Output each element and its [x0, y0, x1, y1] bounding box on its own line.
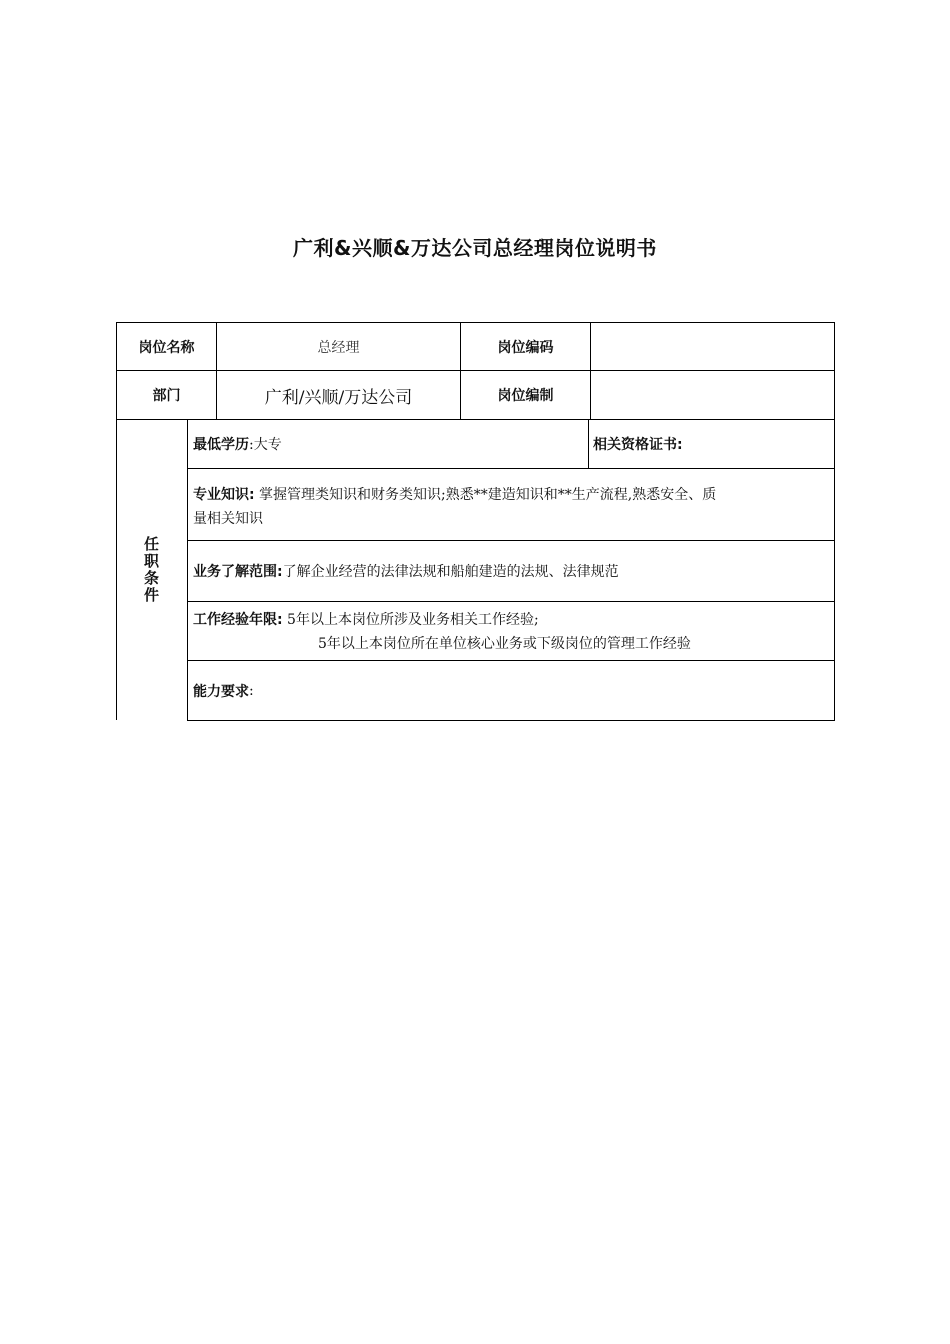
experience-cell [193, 607, 833, 656]
table-border-right [834, 322, 835, 721]
section-label-char: 件 [143, 586, 159, 604]
experience-label: 工作经验年限: [193, 612, 283, 628]
row-divider [187, 468, 835, 469]
experience-text-line1: 5年以上本岗位所涉及业务相关工作经验; [282, 612, 539, 628]
department-label: 部门 [152, 388, 181, 404]
education-label: 最低学历 [193, 437, 249, 453]
position-code-value [591, 323, 834, 370]
ability-cell [193, 661, 833, 720]
document-title: 广利&兴顺&万达公司总经理岗位说明书 [293, 236, 657, 260]
section-label-char: 条 [143, 569, 159, 587]
col-divider [588, 419, 589, 468]
business-scope-label: 业务了解范围: [193, 564, 283, 580]
table-border-bottom [187, 720, 835, 721]
position-name-value: 总经理 [317, 339, 360, 356]
headcount-value [591, 371, 834, 419]
ability-value: : [249, 682, 254, 699]
business-scope-cell [193, 541, 833, 601]
ability-label: 能力要求 [193, 683, 249, 700]
qualifications-section-label [116, 536, 187, 604]
knowledge-label: 专业知识: [193, 487, 255, 503]
department-value: 广利/兴顺/万达公司 [264, 387, 413, 408]
business-scope-value: 了解企业经营的法律法规和船舶建造的法规、法律规范 [282, 564, 619, 580]
position-code-label: 岗位编码 [497, 339, 554, 356]
certificate-label: 相关资格证书: [593, 437, 683, 453]
education-cell [193, 420, 588, 468]
section-label-char: 职 [143, 552, 159, 570]
headcount-label: 岗位编制 [497, 388, 554, 404]
knowledge-text-line1: 掌握管理类知识和财务类知识;熟悉**建造知识和**生产流程,熟悉安全、质 [254, 487, 717, 503]
knowledge-cell [193, 482, 833, 531]
knowledge-text-line2: 量相关知识 [193, 511, 263, 527]
position-name-label: 岗位名称 [138, 339, 195, 356]
experience-text-line2: 5年以上本岗位所在单位核心业务或下级岗位的管理工作经验 [318, 636, 691, 652]
education-value: :大专 [249, 437, 282, 453]
section-label-char: 任 [143, 535, 159, 553]
row-divider [187, 601, 835, 602]
col-divider [187, 419, 188, 721]
